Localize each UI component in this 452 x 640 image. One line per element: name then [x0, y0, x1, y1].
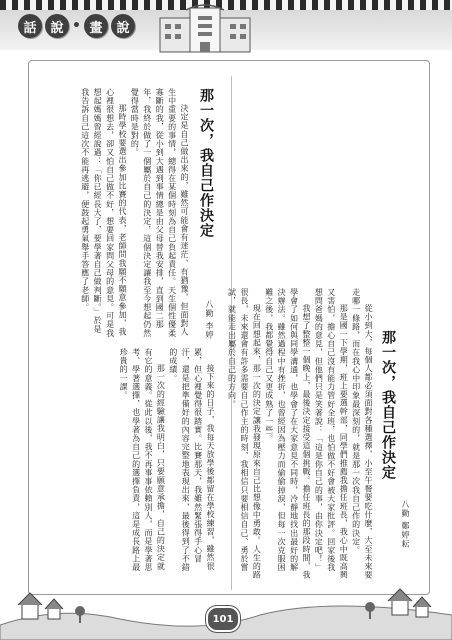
article-byline: 八勤 鄭婷耘 [401, 500, 410, 549]
article-paragraph: 決定是自己做出來的，雖然可能會有迷茫、有猶豫，但面對人生中重要的事情，總得在某個時刻為自己負起責任。天生個性優柔寡斷的我，從小到大遇到事情總是由父母替我安排，直到國二那年，我終於做了一個屬於自己的決定，這個決定讓我至今想起仍然覺得當時是對的。 [130, 88, 189, 338]
article-paragraph: 那時學校要選出參加比賽的代表，老師問我願不願意參加，我心裡很想去，卻又怕自己做不好，想要回家問父母的意見。可是我想起媽媽曾經說過：「你已經長大了，要學著自己做判斷。」於是我告訴自己這次不能再逃避，便鼓起勇氣舉手答應了老師。 [80, 88, 127, 338]
page-number: 101 [206, 606, 240, 632]
article-paragraph: 現在回想起來，那一次的決定讓我發現原來自己比想像中勇敢。人生的路很長，未來還會有許多需要自己作主的時刻，我相信只要相信自己、勇於嘗試，就能走出屬於自己的方向。 [227, 288, 262, 580]
article-paragraph: 接下來的日子，我每天放學後都留在學校練習，雖然很累，但心裡覺得很踏實。比賽那天，我雖然緊張得手心冒汗，還是把準備好的內容完整地表現出來，最後得到了不錯的成績。 [168, 348, 215, 572]
school-building-illustration [150, 4, 260, 54]
article-paragraph: 那一次的經驗讓我明白，只要願意承擔，自己的決定就有它的意義。從此以後，我不再事事依賴別人，而是學著思考、學著選擇，也學著為自己的選擇負責，這是成長路上最珍貴的一課。 [119, 348, 166, 572]
article-paragraph: 那是國一下學期，班上要選幹部，同學們推薦我擔任班長，我心中既高興又害怕，擔心自己沒有能力管好全班，也怕做不好會被大家批評。回家後我想問爸媽的意見，但他們只是笑著說：「這是你自己的事，由你決定吧！」 [314, 288, 349, 580]
page-header [0, 0, 452, 58]
article-body [40, 348, 216, 578]
title-separator-icon: • [72, 18, 81, 34]
article-body [40, 88, 190, 338]
title-char: 畫 [84, 14, 108, 38]
article-paragraph: 我想了整整一個晚上，最後決定接受這個挑戰。擔任班長的那段時間，我學會了如何與同學溝通，也學會了在大家意見不同時，冷靜地找出最好的解決辦法。雖然過程中有挫折，也曾經因為壓力而偷偷掉淚，但每一次克服困難之後，我都覺得自己又更成熟了一些。 [264, 288, 311, 580]
article-title: 那一次，我自己作決定 [380, 330, 396, 480]
article-body [227, 288, 374, 580]
title-char: 話 [18, 14, 42, 38]
title-char: 說 [111, 14, 135, 38]
article-byline: 八勤 李婷 [205, 300, 214, 340]
article-paragraph: 從小到大，每個人都必須面對各種選擇，小至午餐要吃什麼，大至未來要走哪一條路，而在我心中印象最深刻的，就是那一次我自己作的決定。 [351, 288, 373, 580]
title-char: 說 [45, 14, 69, 38]
article-title: 那一次，我自己作決定 [198, 88, 214, 238]
section-title [18, 14, 135, 38]
